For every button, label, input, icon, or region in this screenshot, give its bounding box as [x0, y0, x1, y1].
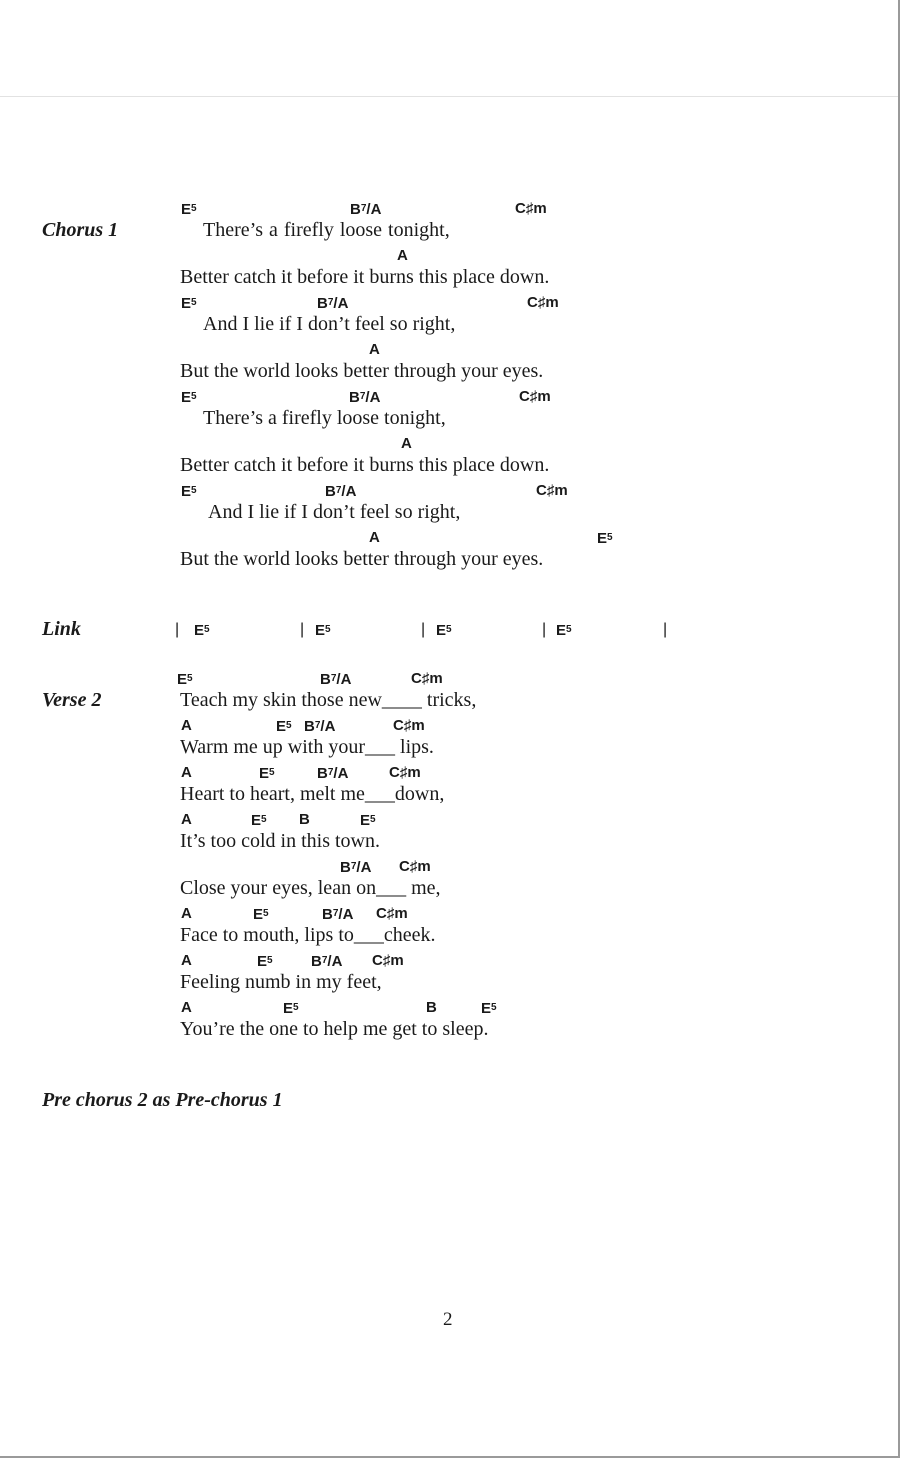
chord: C♯m [519, 388, 551, 405]
chord: C♯m [393, 717, 425, 734]
chord: $E^5$ [253, 906, 269, 923]
chord: $B^7/A$ [322, 906, 354, 923]
chord: $E^5$ [556, 622, 572, 639]
lyric-line: Face to mouth, lips to___cheek. [180, 924, 436, 946]
bar-line: | [300, 621, 305, 638]
chord: $E^5$ [251, 812, 267, 829]
chord: $E^5$ [259, 765, 275, 782]
chord: C♯m [527, 294, 559, 311]
lyric-line: But the world looks better through your eyes. [180, 548, 544, 570]
bar-line: | [663, 621, 668, 638]
lyric-line: Teach my skin those new____ tricks, [180, 689, 477, 711]
chord: $E^5$ [177, 671, 193, 688]
chord: C♯m [372, 952, 404, 969]
chord: $E^5$ [181, 389, 197, 406]
lyric-line: Better catch it before it burns this place down. [180, 266, 550, 288]
chord: $B^7/A$ [320, 671, 352, 688]
lyric-line: Feeling numb in my feet, [180, 971, 382, 993]
chord: $E^5$ [181, 483, 197, 500]
lyric-line: And I lie if I don’t feel so right, [208, 501, 461, 523]
chord: $E^5$ [315, 622, 331, 639]
chord: C♯m [411, 670, 443, 687]
chord: $B^7/A$ [311, 953, 343, 970]
chord: A [181, 764, 192, 781]
chord: C♯m [515, 200, 547, 217]
chord: C♯m [399, 858, 431, 875]
chord: B [299, 811, 310, 828]
lyric-line: Warm me up with your___ lips. [180, 736, 434, 758]
chord: A [369, 529, 380, 546]
chord: $E^5$ [194, 622, 210, 639]
lyric-line: There’s a firefly loose tonight, [203, 219, 450, 241]
chord: $E^5$ [181, 201, 197, 218]
chord: $E^5$ [283, 1000, 299, 1017]
lyric-line: Better catch it before it burns this place down. [180, 454, 550, 476]
chord: C♯m [389, 764, 421, 781]
section-label-chorus-1: Chorus 1 [42, 219, 119, 241]
chord: A [397, 247, 408, 264]
chord: $B^7/A$ [340, 859, 372, 876]
chord: A [181, 999, 192, 1016]
chord: $E^5$ [436, 622, 452, 639]
lyric-line: It’s too cold in this town. [180, 830, 380, 852]
lyric-line: Heart to heart, melt me___down, [180, 783, 445, 805]
chord: A [181, 811, 192, 828]
chord: $B^7/A$ [349, 389, 381, 406]
lyric-line: But the world looks better through your eyes. [180, 360, 544, 382]
lyric-line: And I lie if I don’t feel so right, [203, 313, 456, 335]
chord: $B^7/A$ [350, 201, 382, 218]
chord: $E^5$ [257, 953, 273, 970]
bar-line: | [421, 621, 426, 638]
chord: A [181, 717, 192, 734]
chord: A [181, 952, 192, 969]
chord: $B^7/A$ [325, 483, 357, 500]
section-label-link: Link [42, 618, 81, 640]
chord: $E^5$ [276, 718, 292, 735]
section-label-verse-2: Verse 2 [42, 689, 102, 711]
chord: $B^7/A$ [317, 765, 349, 782]
page-number: 2 [443, 1309, 453, 1330]
lyric-line: You’re the one to help me get to sleep. [180, 1018, 489, 1040]
section-label-pre-chorus-2: Pre chorus 2 as Pre-chorus 1 [42, 1089, 283, 1111]
header-divider [0, 96, 898, 97]
chord: $E^5$ [481, 1000, 497, 1017]
chord: $E^5$ [181, 295, 197, 312]
lyric-line: There’s a firefly loose tonight, [203, 407, 446, 429]
chord: A [401, 435, 412, 452]
chord: C♯m [376, 905, 408, 922]
chord: $E^5$ [597, 530, 613, 547]
bar-line: | [175, 621, 180, 638]
chord: C♯m [536, 482, 568, 499]
chord: $B^7/A$ [304, 718, 336, 735]
bar-line: | [542, 621, 547, 638]
chord: $B^7/A$ [317, 295, 349, 312]
lyric-line: Close your eyes, lean on___ me, [180, 877, 441, 899]
chord: A [369, 341, 380, 358]
chord: B [426, 999, 437, 1016]
chord: A [181, 905, 192, 922]
chord: $E^5$ [360, 812, 376, 829]
